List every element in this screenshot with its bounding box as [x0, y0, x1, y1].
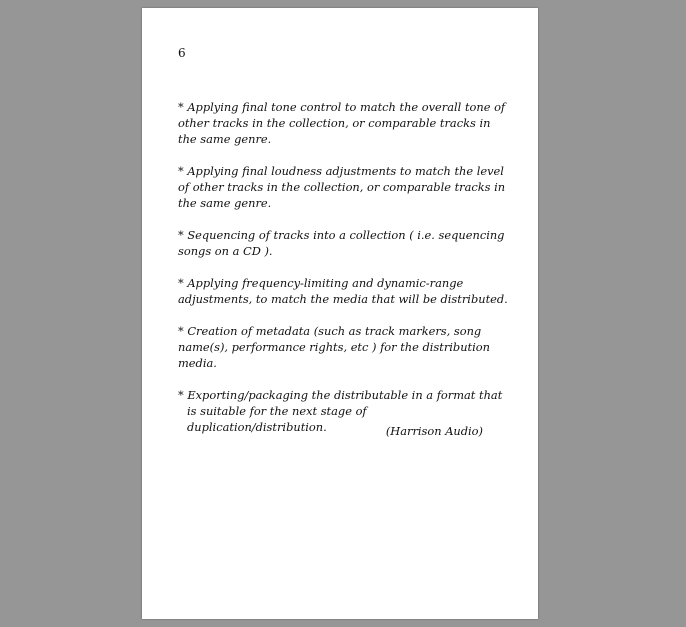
page-number: 6 [178, 46, 186, 60]
bullet-item-sequencing: * Sequencing of tracks into a collection ( i.e. sequencing songs on a CD ). [178, 228, 505, 258]
document-page [142, 8, 538, 619]
bullet-item-metadata: * Creation of metadata (such as track markers, song name(s), performance rights, etc ) for the distribution media. [178, 324, 490, 370]
bullet-item-loudness: * Applying final loudness adjustments to match the level of other tracks in the collection, or comparable tracks in the same genre. [178, 164, 506, 210]
bullet-item-exporting: * Exporting/packaging the distributable in a format that is suitable for the next stage of duplication/distribution. [178, 388, 503, 434]
attribution: (Harrison Audio) [385, 424, 483, 438]
bullet-item-tone-control: * Applying final tone control to match the overall tone of other tracks in the collection, or comparable tracks in the same genre. [178, 100, 506, 146]
bullet-item-frequency-limiting: * Applying frequency-limiting and dynamic-range adjustments, to match the media that will be distributed. [178, 276, 508, 306]
page-content [178, 99, 508, 451]
